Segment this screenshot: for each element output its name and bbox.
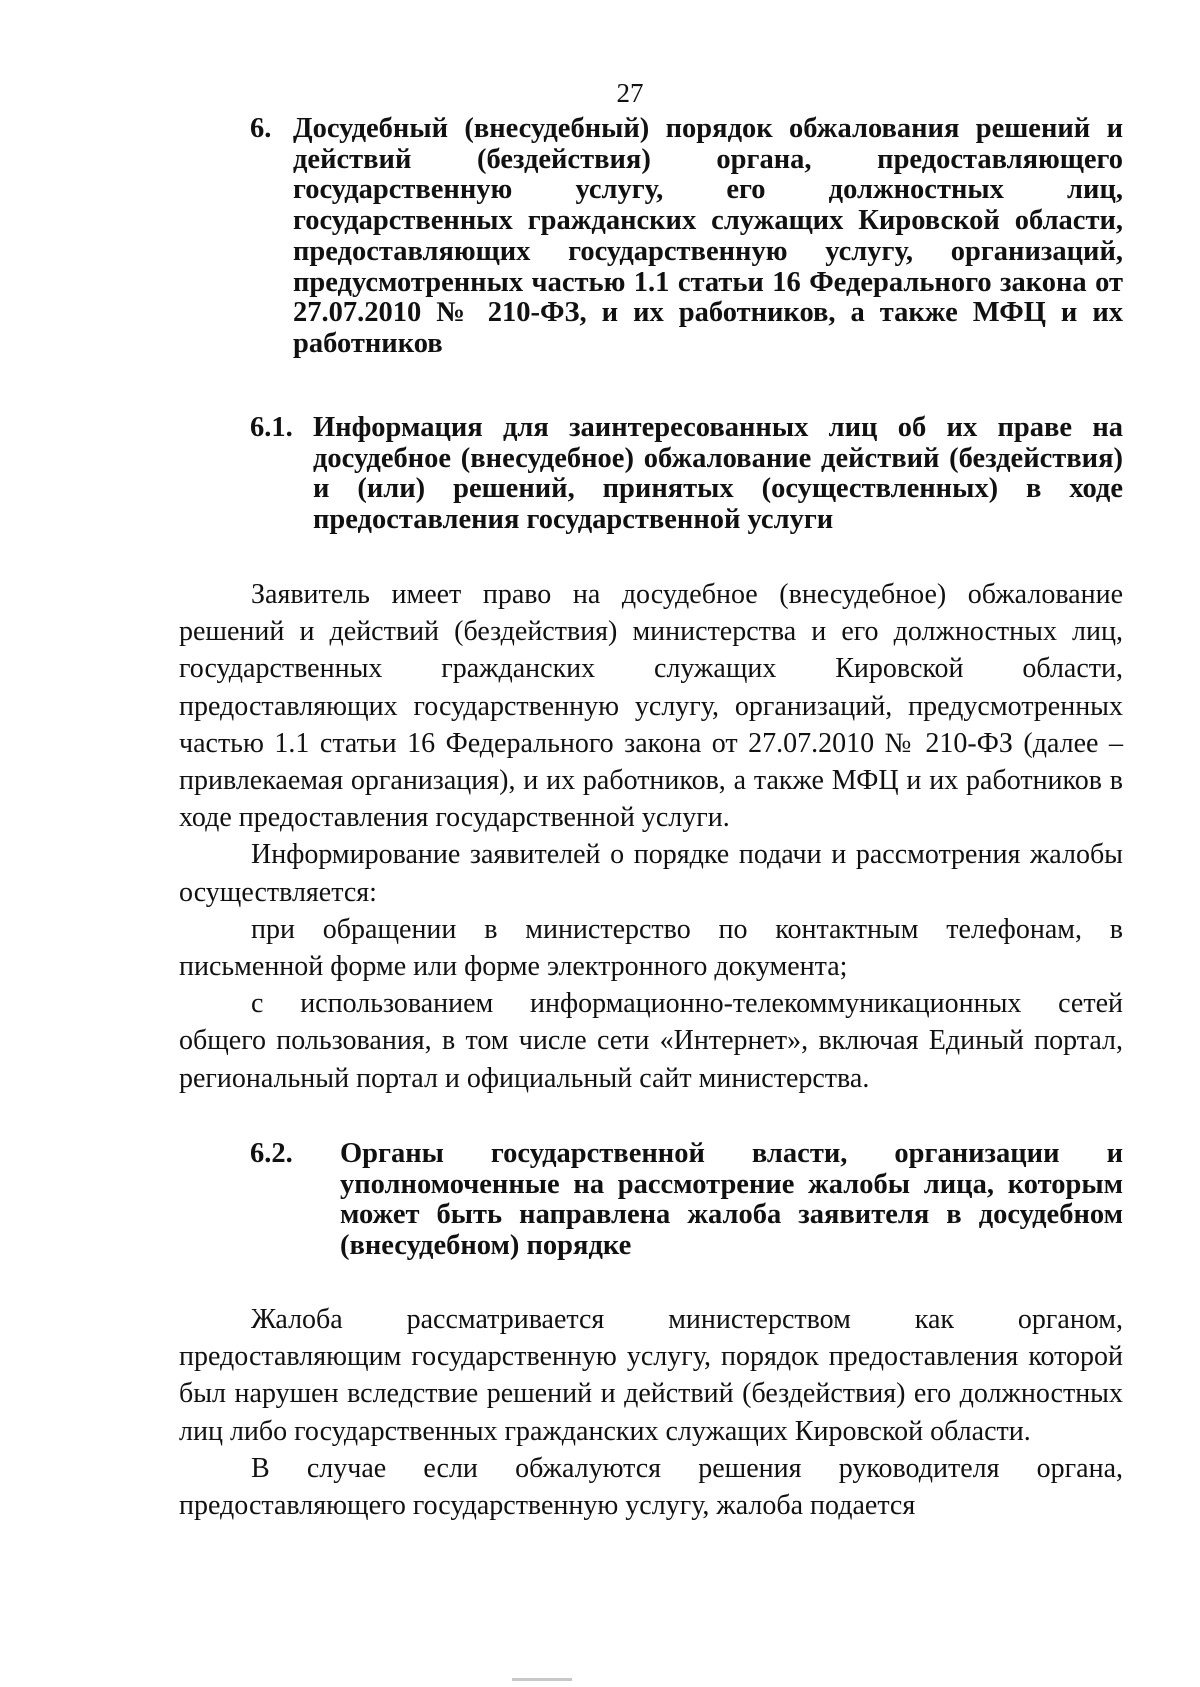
page-number: 27: [616, 78, 644, 108]
section-6-1-number: 6.1.: [250, 412, 293, 443]
paragraph: Информирование заявителей о порядке подачи и рассмотрения жалобы осуществляется:: [179, 839, 1123, 908]
section-6-title: Досудебный (внесудебный) порядок обжалования решений и действий (бездействия) органа, предоставляющего государственную услугу, его должностных лиц, государственных гражданских служащих Кировской области, предоставляющих государственную услугу, организаций, предусмотренных частью 1.1 статьи 16 Федерального закона от 27.07.2010 № 210-ФЗ, и их работников, а также МФЦ и их работников: [293, 113, 1123, 359]
section-6-2-body: [179, 1301, 1123, 1524]
section-6-number: 6.: [250, 113, 272, 144]
paragraph: Жалоба рассматривается министерством как органом, предоставляющим государственную услугу, порядок предоставления которой был нарушен вследствие решений и действий (бездействия) его должностных лиц либо государственных гражданских служащих Кировской области.: [179, 1304, 1123, 1447]
section-6-1-heading: [250, 413, 1123, 536]
scan-artifact: [512, 1678, 572, 1681]
section-6-2-number: 6.2.: [250, 1138, 293, 1169]
section-6-2-heading: [250, 1139, 1123, 1262]
paragraph: В случае если обжалуются решения руководителя органа, предоставляющего государственную услугу, жалоба подается: [179, 1452, 1123, 1522]
paragraph: с использованием информационно-телекоммуникационных сетей общего пользования, в том числе сети «Интернет», включая Единый портал, региональный портал и официальный сайт министерства.: [179, 988, 1123, 1094]
section-6-1-body: [179, 576, 1123, 1097]
section-6-heading: [250, 114, 1123, 360]
section-6-2-title: Органы государственной власти, организации и уполномоченные на рассмотрение жалобы лица, которым может быть направлена жалоба заявителя в досудебном (внесудебном) порядке: [340, 1138, 1123, 1262]
paragraph: Заявитель имеет право на досудебное (внесудебное) обжалование решений и действий (бездействия) министерства и его должностных лиц, государственных гражданских служащих Кировской области, предоставляющих государственную услугу, организаций, предусмотренных частью 1.1 статьи 16 Федерального закона от 27.07.2010 № 210-ФЗ (далее – привлекаемая организация), и их работников, а также МФЦ и их работников в ходе предоставления государственной услуги.: [179, 579, 1123, 834]
paragraph: при обращении в министерство по контактным телефонам, в письменной форме или форме электронного документа;: [179, 913, 1123, 983]
section-6-1-title: Информация для заинтересованных лиц об их праве на досудебное (внесудебное) обжалование действий (бездействия) и (или) решений, принятых (осуществленных) в ходе предоставления государственной услуги: [313, 412, 1123, 536]
